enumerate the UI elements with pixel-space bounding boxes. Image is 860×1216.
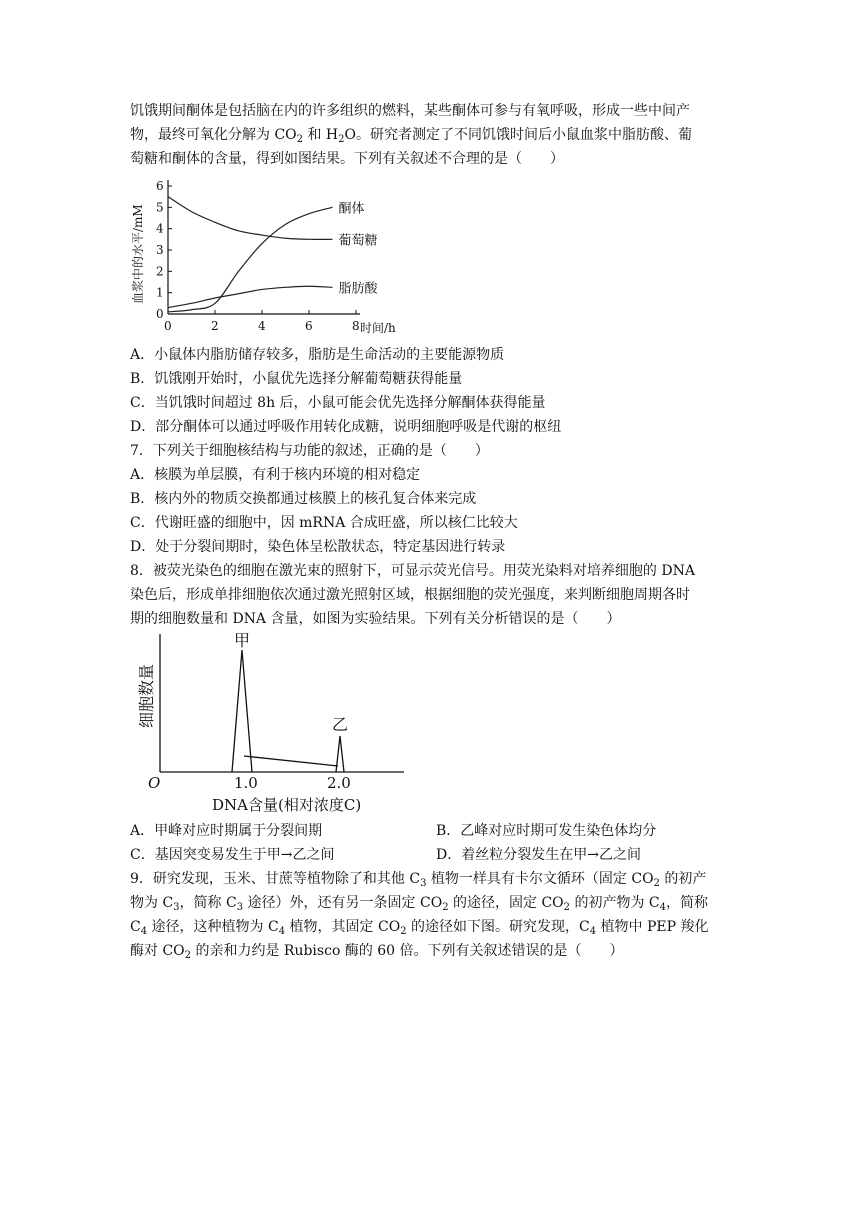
chart-labels	[339, 200, 379, 296]
q9-stem-line3	[130, 917, 709, 942]
series-line-glucose	[168, 197, 333, 240]
subscript: 3	[420, 878, 427, 889]
q8-stem-line1: 8．被荧光染色的细胞在激光束的照射下，可显示荧光信号。用荧光染料对培养细胞的 DNA	[130, 563, 695, 579]
text-run: 酶对 CO	[130, 943, 185, 959]
x-axis-label: 时间/h	[360, 321, 396, 335]
text-run: 植物一样具有卡尔文循环（固定 CO	[426, 871, 654, 887]
peak-yi	[336, 736, 344, 772]
y-tick-label: 3	[156, 243, 164, 257]
series-label-fatty-acid: 脂肪酸	[338, 281, 378, 297]
q8-stem-line3: 期的细胞数量和 DNA 含量，如图为实验结果。下列有关分析错误的是（ ）	[130, 611, 621, 627]
subscript: 4	[140, 926, 148, 937]
q8-option-a: A．甲峰对应时期属于分裂间期	[130, 823, 323, 839]
text-run: 途径）外，还有另一条固定 CO	[243, 895, 443, 911]
series-line-ketone	[168, 207, 333, 312]
text-run: 的亲和力约是 Rubisco 酶的 60 倍。下列有关叙述错误的是（ ）	[191, 943, 624, 959]
q7-stem: 7．下列关于细胞核结构与功能的叙述，正确的是（ ）	[130, 443, 489, 459]
series-line-fatty-acid	[168, 286, 333, 307]
dna-content-chart	[132, 628, 422, 818]
origin-label: O	[148, 774, 161, 792]
y-tick-label: 0	[156, 307, 164, 321]
q9-stem-line4	[130, 941, 624, 966]
q7-option-d: D．处于分裂间期时，染色体呈松散状态，特定基因进行转录	[130, 539, 506, 555]
subscript: 2	[184, 950, 192, 961]
q8-stem-line2: 染色后，形成单排细胞依次通过激光照射区域，根据细胞的荧光强度，来判断细胞周期各时	[130, 587, 690, 603]
text-run: 植物，其固定 CO	[285, 919, 401, 935]
subscript: 3	[236, 902, 244, 913]
x-tick-label: 2	[211, 319, 219, 333]
y-axis-label: 血浆中的水平/mM	[131, 204, 145, 304]
y-tick-label: 5	[156, 200, 164, 215]
series-label-glucose: 葡萄糖	[338, 233, 378, 249]
text-run: 的初产	[659, 871, 707, 887]
text-run: 的途径，固定 CO	[448, 895, 564, 911]
subscript: 2	[338, 134, 345, 145]
x-tick-label: 0	[164, 319, 172, 333]
x-tick-label: 8	[352, 319, 360, 333]
q7-option-b: B．核内外的物质交换都通过核膜上的核孔复合体来完成	[130, 491, 477, 507]
subscript: 2	[442, 902, 449, 913]
q6-stem-line1: 饥饿期间酮体是包括脑在内的许多组织的燃料，某些酮体可参与有氧呼吸，形成一些中间产	[130, 103, 690, 119]
peak-jia	[232, 650, 252, 772]
subscript: 4	[278, 926, 286, 937]
text-run: 物为 C	[130, 895, 174, 911]
q6-stem-line2	[130, 125, 692, 150]
q6-stem-line3: 萄糖和酮体的含量，得到如图结果。下列有关叙述不合理的是（ ）	[130, 151, 564, 167]
q6-option-c: C．当饥饿时间超过 8h 后，小鼠可能会优先选择分解酮体获得能量	[130, 395, 546, 411]
subscript: 4	[659, 902, 667, 913]
x-tick-label: 2.0	[327, 774, 351, 792]
text-run: 物，最终可氧化分解为 CO	[130, 127, 297, 143]
text-run: 9．研究发现，玉米、甘蔗等植物除了和其他 C	[130, 871, 421, 887]
text-run: ，简称	[666, 895, 709, 911]
chart-series	[168, 197, 333, 312]
y-tick-label: 2	[156, 264, 164, 279]
subscript: 4	[589, 926, 597, 937]
text-run: 途径，这种植物为 C	[147, 919, 279, 935]
subscript: 2	[400, 926, 407, 937]
q9-stem-line1	[130, 869, 706, 894]
subscript: 3	[173, 902, 180, 913]
text-run: 植物中 PEP 羧化	[596, 919, 709, 935]
x-tick-label: 6	[305, 319, 313, 333]
q8-option-b: B．乙峰对应时期可发生染色体均分	[436, 823, 657, 839]
q6-option-a: A．小鼠体内脂肪储存较多，脂肪是生命活动的主要能源物质	[130, 347, 505, 363]
y-tick-label: 6	[156, 179, 164, 193]
x-tick-label: 1.0	[234, 774, 258, 792]
subscript: 2	[653, 878, 660, 889]
x-axis-label: DNA含量(相对浓度C)	[212, 796, 362, 814]
series-label-ketone: 酮体	[338, 201, 365, 217]
subscript: 2	[296, 134, 304, 145]
text-run: 的途径如下图。研究发现，C	[406, 919, 590, 935]
x-tick-label: 4	[258, 319, 266, 333]
q9-stem-line2	[130, 893, 708, 918]
q7-option-a: A．核膜为单层膜，有利于核内环境的相对稳定	[130, 467, 421, 483]
text-run: O。研究者测定了不同饥饿时间后小鼠血浆中脂肪酸、葡	[344, 127, 692, 143]
q6-option-d: D．部分酮体可以通过呼吸作用转化成糖，说明细胞呼吸是代谢的枢纽	[130, 419, 562, 435]
peak-label-jia: 甲	[234, 631, 251, 650]
peak-label-yi: 乙	[332, 715, 349, 734]
connector-line	[244, 756, 338, 766]
text-run: C	[130, 919, 141, 935]
text-run: 和 H	[303, 127, 339, 143]
q7-option-c: C．代谢旺盛的细胞中，因 mRNA 合成旺盛，所以核仁比较大	[130, 515, 518, 531]
subscript: 2	[563, 902, 571, 913]
q6-option-b: B．饥饿刚开始时，小鼠优先选择分解葡萄糖获得能量	[130, 371, 463, 387]
plasma-level-chart	[128, 176, 408, 344]
q8-option-c: C．基因突变易发生于甲→乙之间	[130, 847, 335, 863]
text-run: ，简称 C	[179, 895, 237, 911]
y-tick-label: 1	[156, 285, 164, 300]
y-tick-label: 4	[156, 221, 164, 236]
q8-option-d: D．着丝粒分裂发生在甲→乙之间	[436, 847, 641, 863]
text-run: 的初产物为 C	[570, 895, 660, 911]
y-axis-label: 细胞数量	[137, 663, 156, 728]
